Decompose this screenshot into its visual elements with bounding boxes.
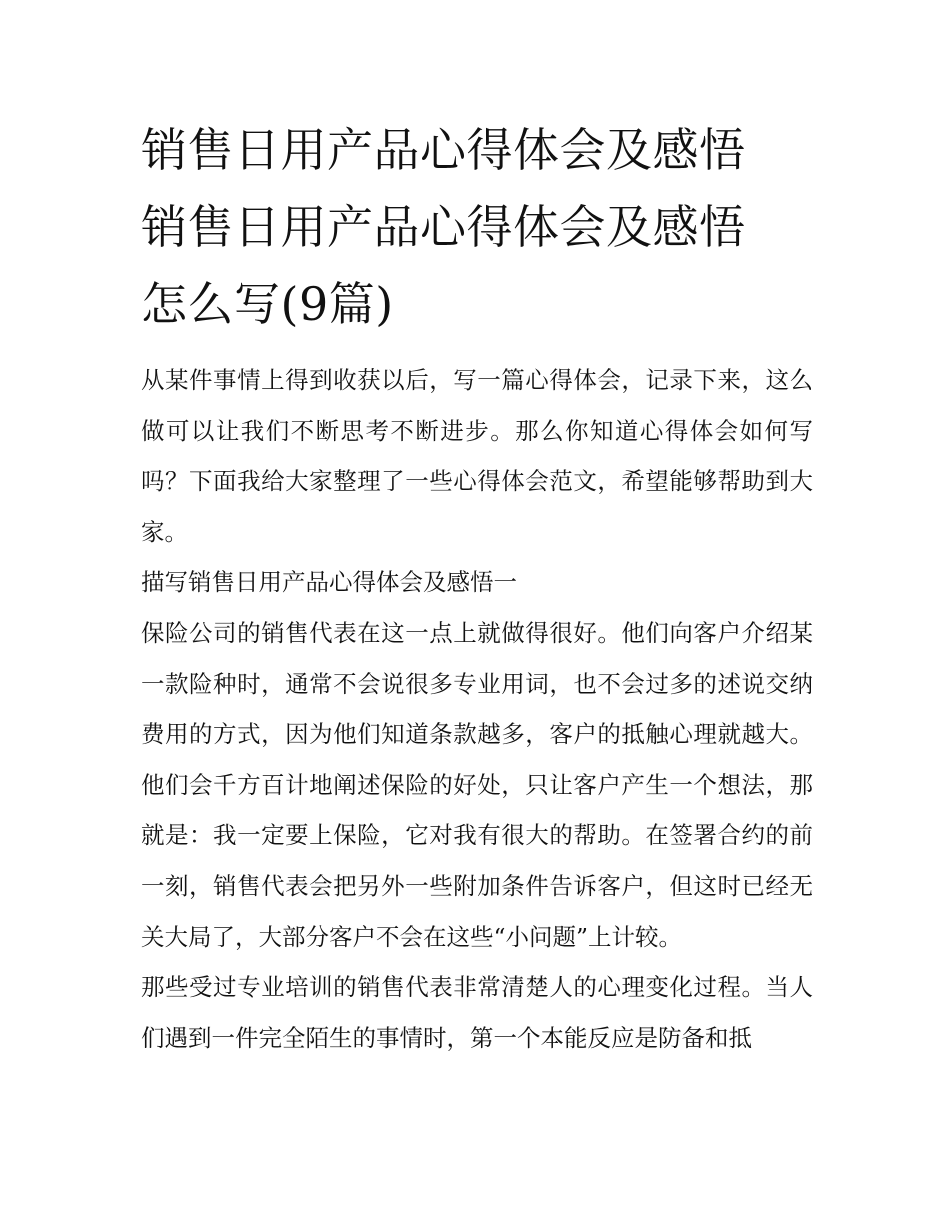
document-title (141, 112, 813, 343)
section-heading: 描写销售日用产品心得体会及感悟一 (141, 568, 517, 597)
body-paragraph: 那些受过专业培训的销售代表非常清楚人的心理变化过程。当人们遇到一件完全陌生的事情时，第一个本能反应是防备和抵 (141, 973, 813, 1052)
document-content (141, 112, 813, 1063)
title-line: 怎么写(9篇) (141, 277, 394, 331)
title-line: 销售日用产品心得体会及感悟 (141, 200, 746, 254)
document-body (141, 355, 813, 1063)
body-paragraph: 保险公司的销售代表在这一点上就做得很好。他们向客户介绍某一款险种时，通常不会说很多专业用词，也不会过多的述说交纳费用的方式，因为他们知道条款越多，客户的抵触心理就越大。他们会千方百计地阐述保险的好处，只让客户产生一个想法，那就是：我一定要上保险，它对我有很大的帮助。在签署合约的前一刻，销售代表会把另外一些附加条件告诉客户，但这时已经无关大局了，大部分客户不会在这些“小问题”上计较。 (141, 618, 813, 951)
title-line: 销售日用产品心得体会及感悟 (141, 123, 746, 177)
intro-paragraph: 从某件事情上得到收获以后，写一篇心得体会，记录下来，这么做可以让我们不断思考不断进步。那么你知道心得体会如何写吗？下面我给大家整理了一些心得体会范文，希望能够帮助到大家。 (141, 366, 813, 546)
